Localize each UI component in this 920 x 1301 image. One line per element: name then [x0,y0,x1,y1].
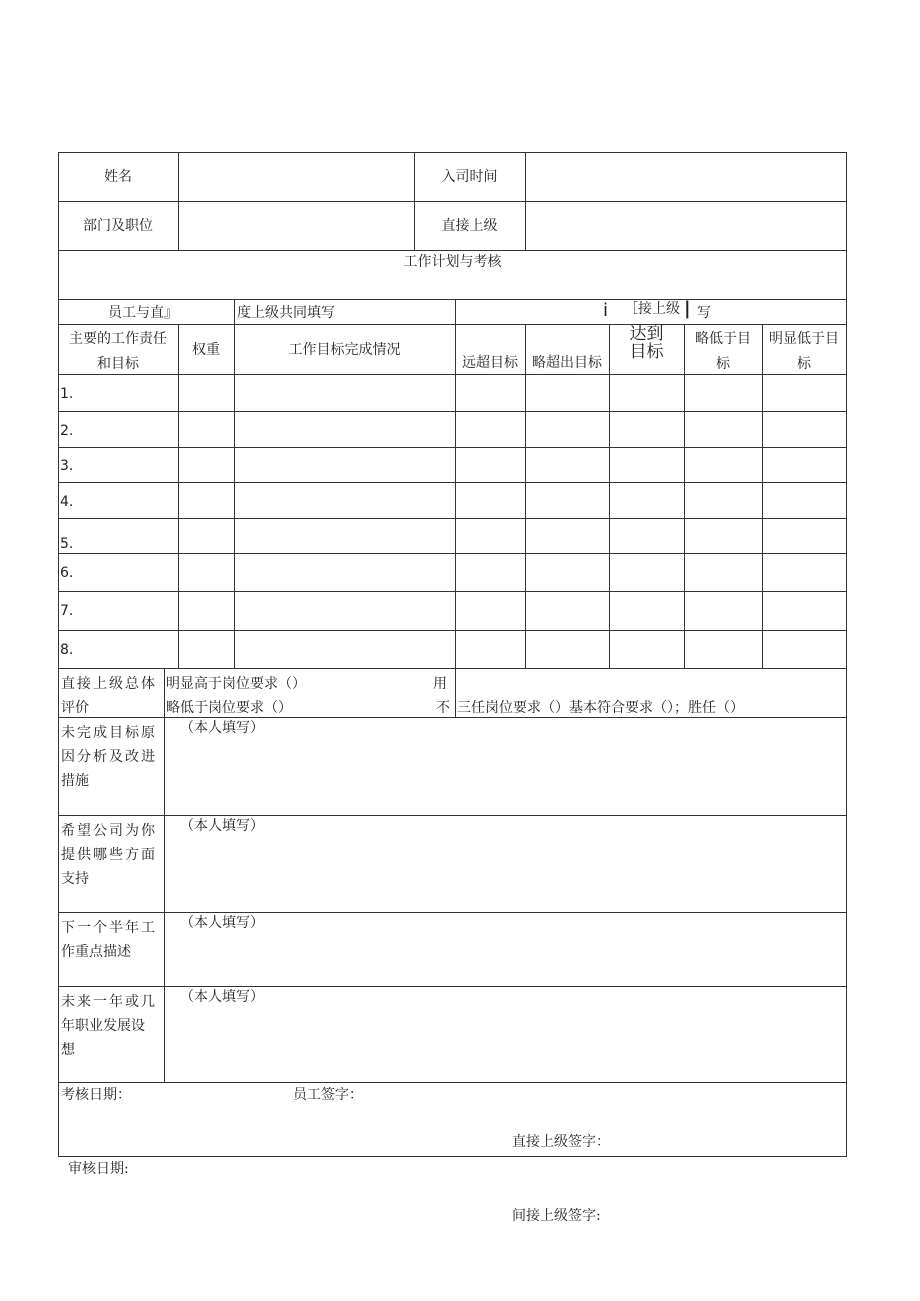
hline [58,482,847,483]
section-label-line: 年职业发展设 [61,1018,145,1034]
name-field[interactable] [179,153,414,201]
vline [178,324,179,668]
border-left [58,152,59,1157]
fill-note-mark: i [603,300,609,321]
hline [58,668,847,669]
vline [762,324,763,668]
hline [58,299,847,300]
header-reach-line2: 目标 [629,342,664,362]
border-right [846,152,847,1157]
unfinished-goals-analysis-field[interactable] [165,740,846,815]
career-plan-field[interactable] [165,1009,846,1082]
hline [58,553,847,554]
overall-label-line2: 评价 [61,700,89,716]
review-date-label: 审核日期: [68,1161,129,1177]
fill-note-left-b: 度上级共同填写 [237,305,335,321]
company-support-field[interactable] [165,838,846,912]
name-label: 姓名 [104,169,132,185]
vline [414,152,415,250]
section-label-line: 因分析及改进 [61,749,157,765]
header-slightly-below-line1: 略低于目 [695,331,751,347]
hline [58,250,847,251]
next-half-year-focus-field[interactable] [165,935,846,986]
overall-fragment-1: 用 [433,676,447,692]
vline [609,324,610,668]
employee-signature-label: 员工签字： [293,1087,363,1103]
row-number: 4. [60,494,74,510]
row-number: 5. [60,536,74,552]
hline [58,717,847,718]
vline [234,324,235,668]
hline [58,1082,847,1083]
section-label-line: 下一个半年工 [61,920,157,936]
self-fill-note: （本人填写） [180,989,264,1005]
self-fill-note: （本人填写） [180,915,264,931]
fill-note-right-a: ［接上级 [624,301,680,317]
section-label-line: 支持 [61,871,89,887]
indirect-supervisor-signature-label: 间接上级签字: [512,1208,601,1224]
header-far-exceed: 远超目标 [462,355,518,371]
direct-supervisor-field[interactable] [526,202,846,250]
join-date-label: 入司时间 [441,169,498,185]
section-label-line: 作重点描述 [61,944,131,960]
hline [58,630,847,631]
join-date-field[interactable] [526,153,846,201]
section-label-line: 希望公司为你 [61,823,157,839]
fill-note-right-b: 写 [697,305,711,321]
overall-option-slightly-low[interactable]: 略低于岗位要求（） [166,700,292,716]
header-slightly-below-line2: 标 [716,356,730,372]
row-number: 1. [60,386,74,402]
section-label-line: 提供哪些方面 [61,847,157,863]
section-title: 工作计划与考核 [403,254,502,270]
overall-fragment-2: 不 [436,700,450,716]
row-number: 2. [60,423,74,439]
vline [684,324,685,668]
hline [58,518,847,519]
overall-option-high[interactable]: 明显高于岗位要求（） [166,676,306,692]
header-slightly-exceed: 略超出目标 [532,355,602,371]
header-duties-line1: 主要的工作责任 [69,331,167,347]
department-position-field[interactable] [179,202,414,250]
overall-label-line1: 直接上级总体 [61,676,157,692]
vline [455,324,456,717]
self-fill-note: （本人填写） [180,818,264,834]
header-reach-line1: 达到 [629,324,664,344]
section-label-line: 未来一年或几 [61,994,157,1010]
header-clearly-below-line2: 标 [797,356,811,372]
hline [58,815,847,816]
row-number: 8. [60,642,74,658]
row-number: 3. [60,458,74,474]
direct-supervisor-label: 直接上级 [441,218,498,234]
header-weight: 权重 [192,342,220,358]
hline [58,374,847,375]
header-completion: 工作目标完成情况 [288,342,401,358]
section-label-line: 未完成目标原 [61,725,157,741]
header-duties-line2: 和目标 [97,356,139,372]
fill-note-left-a: 员工与直』 [108,305,178,321]
hline [58,411,847,412]
header-clearly-below-line1: 明显低于目 [769,331,839,347]
assessment-date-label: 考核日期： [61,1087,131,1103]
hline [58,447,847,448]
vline [525,324,526,668]
fill-note-bar: | [684,298,691,319]
department-position-label: 部门及职位 [83,218,153,234]
hline [58,986,847,987]
hline [58,324,847,325]
section-label-line: 想 [61,1042,75,1058]
supervisor-signature-label: 直接上级签字： [512,1134,610,1150]
hline [58,591,847,592]
self-fill-note: （本人填写） [180,720,264,736]
overall-option-competent[interactable]: 三任岗位要求（）基本符合要求（）；胜任（） [457,700,744,716]
vline [455,299,456,324]
row-number: 6. [60,565,74,581]
hline [58,912,847,913]
row-number: 7. [60,603,74,619]
border-bottom [58,1156,847,1157]
vline [234,299,235,324]
section-label-line: 措施 [61,773,89,789]
